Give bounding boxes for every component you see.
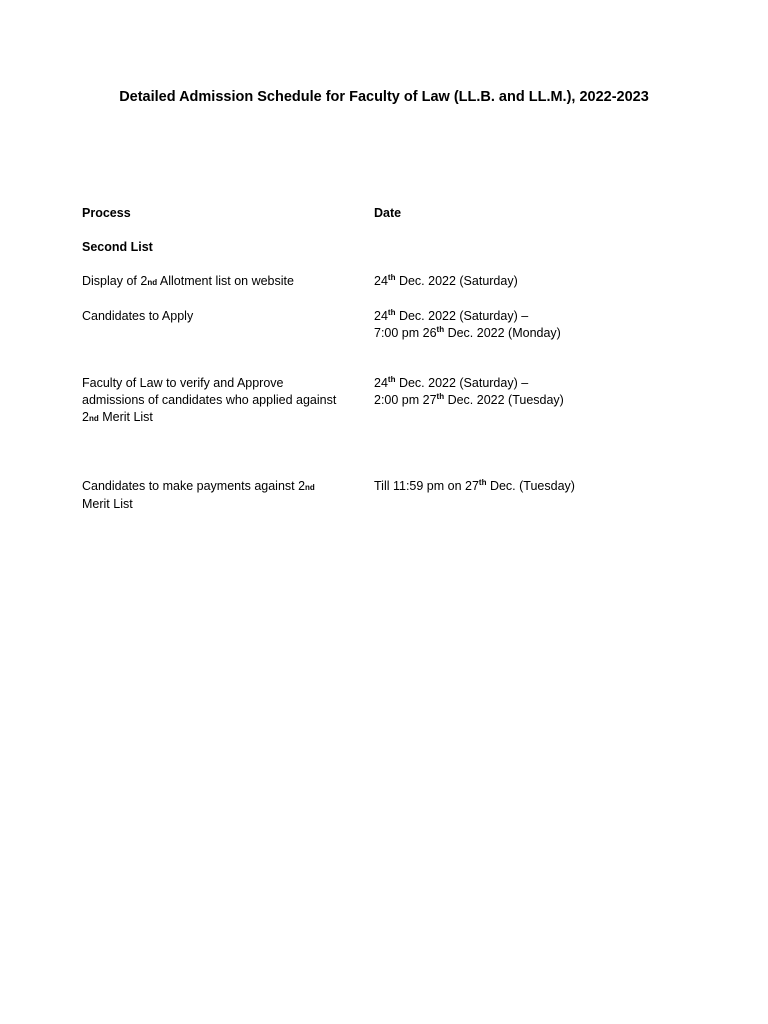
row-3-process (82, 375, 367, 427)
row-1-process: Display of 2nd Allotment list on website (82, 274, 294, 288)
row-1-date: 24th Dec. 2022 (Saturday) (374, 272, 518, 288)
row-4-date: Till 11:59 pm on 27th Dec. (Tuesday) (374, 477, 575, 493)
row-3-process-line-3: 2nd Merit List (82, 410, 153, 424)
row-3-date (374, 375, 704, 409)
row-3-date-line-2: 2:00 pm 27th Dec. 2022 (Tuesday) (374, 391, 564, 407)
row-4-process (82, 478, 367, 513)
row-4-process-line-2: Merit List (82, 497, 133, 511)
header-process: Process (82, 206, 131, 220)
header-date: Date (374, 206, 402, 220)
section-second-list: Second List (82, 240, 153, 254)
row-2-date-line-2: 7:00 pm 26th Dec. 2022 (Monday) (374, 324, 561, 340)
row-3-process-line-2: admissions of candidates who applied against (82, 393, 337, 407)
row-2-date-line-1: 24th Dec. 2022 (Saturday) – (374, 307, 529, 323)
row-2-date (374, 308, 704, 342)
row-4-process-line-1: Candidates to make payments against 2nd (82, 479, 315, 493)
row-3-process-line-1: Faculty of Law to verify and Approve (82, 376, 284, 390)
row-3-date-line-1: 24th Dec. 2022 (Saturday) – (374, 374, 529, 390)
document-title: Detailed Admission Schedule for Faculty of Law (LL.B. and LL.M.), 2022-2023 (119, 89, 649, 105)
row-2-process: Candidates to Apply (82, 309, 194, 323)
